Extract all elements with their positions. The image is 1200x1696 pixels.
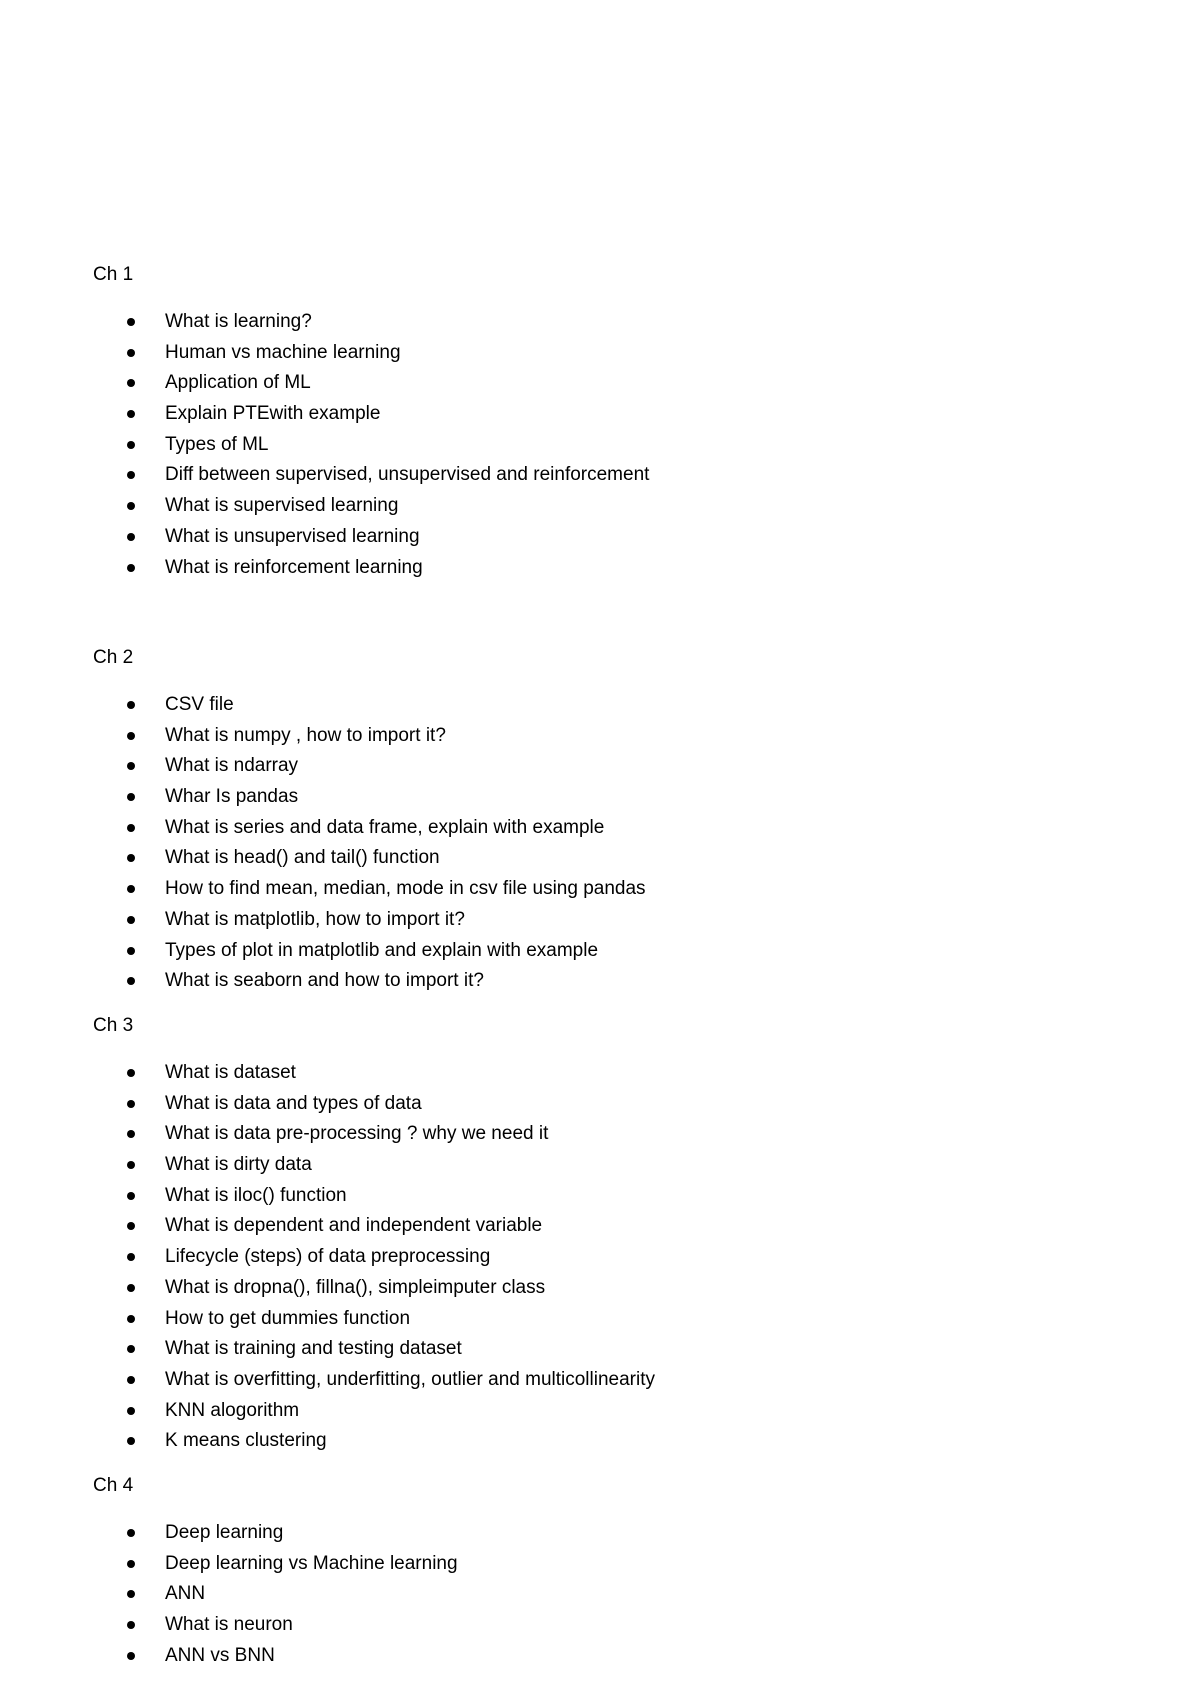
list-item — [93, 311, 1093, 342]
list-item-text: CSV file — [165, 694, 234, 715]
bullet-icon — [127, 732, 135, 740]
chapter-title: Ch 2 — [93, 647, 134, 668]
list-item-text: What is overfitting, underfitting, outlier and multicollinearity — [165, 1368, 656, 1390]
list-item — [93, 526, 1093, 557]
list-item — [93, 1614, 1093, 1645]
bullet-icon — [127, 1284, 135, 1292]
list-item-text: What is neuron — [165, 1614, 293, 1636]
bullet-icon — [127, 1652, 135, 1660]
list-item-text: What is series and data frame, explain with example — [165, 816, 605, 838]
chapter-2 — [93, 647, 1093, 1001]
list-item-text: What is training and testing dataset — [165, 1338, 462, 1360]
list-item — [93, 1093, 1093, 1124]
chapter-3-list — [93, 1062, 1093, 1461]
bullet-icon — [127, 471, 135, 479]
bullet-icon — [127, 533, 135, 541]
list-item-text: How to get dummies function — [165, 1307, 411, 1329]
list-item — [93, 495, 1093, 526]
list-item-text: Types of plot in matplotlib and explain with example — [165, 939, 599, 961]
list-item-text: What is seaborn and how to import it? — [165, 970, 484, 992]
list-item-text: Deep learning — [165, 1522, 284, 1543]
bullet-icon — [127, 1100, 135, 1108]
list-item — [93, 464, 1093, 495]
list-item-text: Deep learning vs Machine learning — [165, 1552, 458, 1574]
list-item-text: Diff between supervised, unsupervised and reinforcement — [165, 464, 650, 486]
list-item — [93, 434, 1093, 465]
list-item — [93, 1553, 1093, 1584]
list-item — [93, 372, 1093, 403]
bullet-icon — [127, 1345, 135, 1353]
list-item — [93, 970, 1093, 1001]
bullet-icon — [127, 1376, 135, 1384]
list-item-text: What is ndarray — [165, 755, 299, 777]
bullet-icon — [127, 1529, 135, 1537]
list-item — [93, 940, 1093, 971]
bullet-icon — [127, 1315, 135, 1323]
bullet-icon — [127, 441, 135, 449]
bullet-icon — [127, 1407, 135, 1415]
bullet-icon — [127, 793, 135, 801]
list-item — [93, 1154, 1093, 1185]
list-item-text: KNN alogorithm — [165, 1399, 300, 1421]
bullet-icon — [127, 1069, 135, 1077]
list-item — [93, 557, 1093, 588]
bullet-icon — [127, 1621, 135, 1629]
list-item — [93, 1338, 1093, 1369]
list-item-text: K means clustering — [165, 1430, 327, 1452]
bullet-icon — [127, 410, 135, 418]
chapter-4-list — [93, 1522, 1093, 1675]
list-item — [93, 1308, 1093, 1339]
bullet-icon — [127, 1130, 135, 1138]
list-item — [93, 1369, 1093, 1400]
list-item — [93, 1062, 1093, 1093]
list-item — [93, 1185, 1093, 1216]
list-item-text: How to find mean, median, mode in csv file using pandas — [165, 878, 646, 900]
list-item-text: Human vs machine learning — [165, 341, 401, 363]
chapter-4 — [93, 1475, 1093, 1675]
list-item — [93, 1123, 1093, 1154]
list-item-text: What is dependent and independent variable — [165, 1215, 543, 1237]
list-item-text: What is dropna(), fillna(), simpleimputer class — [165, 1276, 546, 1298]
list-item-text: Application of ML — [165, 372, 311, 394]
bullet-icon — [127, 701, 135, 709]
bullet-icon — [127, 977, 135, 985]
bullet-icon — [127, 502, 135, 510]
list-item-text: What is data and types of data — [165, 1092, 422, 1114]
list-item — [93, 403, 1093, 434]
list-item — [93, 909, 1093, 940]
list-item-text: Explain PTEwith example — [165, 403, 381, 425]
bullet-icon — [127, 885, 135, 893]
bullet-icon — [127, 854, 135, 862]
list-item — [93, 847, 1093, 878]
list-item-text: What is reinforcement learning — [165, 556, 423, 578]
bullet-icon — [127, 1222, 135, 1230]
list-item-text: What is head() and tail() function — [165, 847, 440, 869]
bullet-icon — [127, 349, 135, 357]
bullet-icon — [127, 1253, 135, 1261]
bullet-icon — [127, 1192, 135, 1200]
chapter-title: Ch 4 — [93, 1475, 134, 1496]
bullet-icon — [127, 916, 135, 924]
list-item — [93, 755, 1093, 786]
list-item — [93, 725, 1093, 756]
chapter-2-list — [93, 694, 1093, 1001]
list-item-text: What is numpy , how to import it? — [165, 724, 446, 746]
bullet-icon — [127, 379, 135, 387]
list-item-text: What is unsupervised learning — [165, 525, 420, 547]
chapter-title: Ch 3 — [93, 1015, 134, 1036]
list-item — [93, 1246, 1093, 1277]
list-item-text: What is learning? — [165, 311, 312, 332]
list-item — [93, 1522, 1093, 1553]
list-item-text: What is dirty data — [165, 1154, 312, 1176]
list-item — [93, 1430, 1093, 1461]
list-item-text: ANN — [165, 1583, 206, 1605]
list-item-text: What is dataset — [165, 1062, 296, 1083]
list-item-text: Types of ML — [165, 433, 269, 455]
chapter-title: Ch 1 — [93, 264, 134, 285]
bullet-icon — [127, 947, 135, 955]
chapter-1-list — [93, 311, 1093, 587]
bullet-icon — [127, 1161, 135, 1169]
bullet-icon — [127, 1590, 135, 1598]
chapter-1 — [93, 264, 1093, 587]
list-item — [93, 1645, 1093, 1676]
bullet-icon — [127, 564, 135, 572]
list-item-text: What is supervised learning — [165, 495, 399, 517]
list-item-text: What is matplotlib, how to import it? — [165, 908, 465, 930]
bullet-icon — [127, 762, 135, 770]
bullet-icon — [127, 318, 135, 326]
list-item — [93, 694, 1093, 725]
bullet-icon — [127, 1437, 135, 1445]
list-item — [93, 1583, 1093, 1614]
list-item-text: Whar Is pandas — [165, 786, 299, 808]
list-item-text: What is data pre-processing ? why we need it — [165, 1123, 549, 1145]
list-item-text: Lifecycle (steps) of data preprocessing — [165, 1246, 491, 1268]
list-item — [93, 817, 1093, 848]
list-item — [93, 342, 1093, 373]
list-item — [93, 878, 1093, 909]
chapter-3 — [93, 1015, 1093, 1461]
list-item-text: ANN vs BNN — [165, 1644, 275, 1666]
list-item-text: What is iloc() function — [165, 1184, 347, 1206]
list-item — [93, 1215, 1093, 1246]
bullet-icon — [127, 824, 135, 832]
list-item — [93, 786, 1093, 817]
bullet-icon — [127, 1560, 135, 1568]
list-item — [93, 1277, 1093, 1308]
list-item — [93, 1400, 1093, 1431]
